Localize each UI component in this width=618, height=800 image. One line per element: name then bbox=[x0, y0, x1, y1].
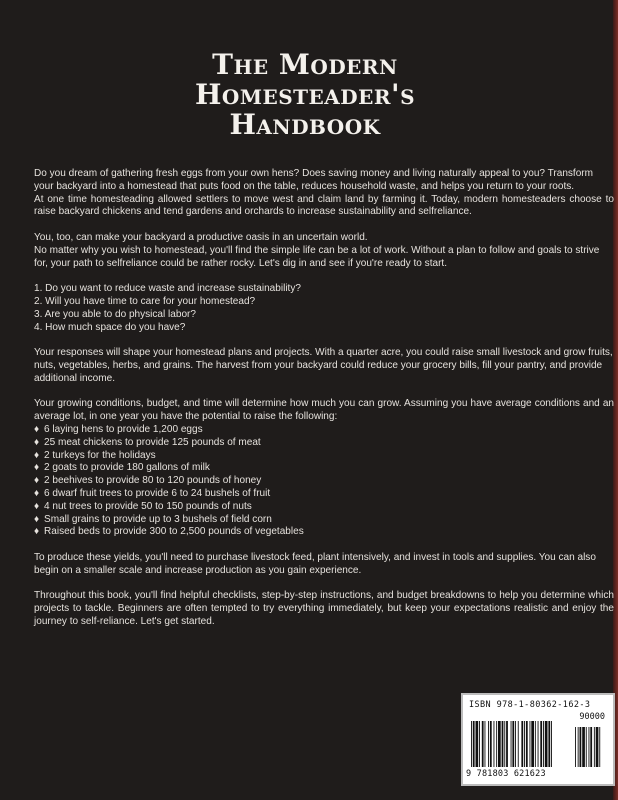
barcode-addon-bar bbox=[586, 727, 587, 767]
paragraph-responses: Your responses will shape your homestead plans and projects. With a quarter acre, you could raise small livestock and grow fruits, nuts, vegetables, herbs, and grains. The harvest from your backyard could reduce your grocery bills, fill your pantry, and provide additional income. bbox=[34, 347, 613, 384]
title-line-1: The Modern bbox=[212, 48, 398, 81]
barcode-bar bbox=[502, 721, 504, 767]
paragraph-simple-life: No matter why you wish to homestead, you'll find the simple life can be a lot of work. Without a plan to follow and goals to strive for, your path to selfreliance could be rather rocky. Let's dig in and see if you're ready to start. bbox=[34, 244, 600, 269]
barcode-bar bbox=[545, 721, 548, 767]
barcode-bar bbox=[540, 721, 542, 767]
barcode-addon-bar bbox=[582, 727, 585, 767]
barcode-addon-bar bbox=[580, 727, 582, 767]
back-cover-text bbox=[34, 168, 614, 641]
yield-item: ♦ Small grains to provide up to 3 bushels of field corn bbox=[34, 513, 272, 525]
barcode-addon-bar bbox=[590, 727, 592, 767]
barcode-bar bbox=[476, 721, 479, 767]
barcode-bar bbox=[488, 721, 489, 767]
barcode-addon-bar bbox=[594, 727, 595, 767]
title-line-2: Homesteader's bbox=[194, 78, 416, 111]
barcode-bar bbox=[496, 721, 497, 767]
yield-item: ♦ 6 dwarf fruit trees to provide 6 to 24 bushels of fruit bbox=[34, 487, 271, 499]
diamond-icon: ♦ bbox=[34, 487, 40, 499]
barcode-bar bbox=[531, 721, 534, 767]
diamond-icon: ♦ bbox=[34, 436, 40, 448]
yield-item: ♦ 2 goats to provide 180 gallons of milk bbox=[34, 462, 210, 474]
intro-paragraph-1: Do you dream of gathering fresh eggs from your own hens? Does saving money and living naturally appeal to you? Transform your backyard into a homestead that puts food on the table, reduces household waste, and helps you return to your roots. bbox=[34, 168, 594, 192]
barcode-bar bbox=[521, 721, 523, 767]
barcode-bar bbox=[548, 721, 550, 767]
barcode-bar bbox=[524, 721, 525, 767]
book-title bbox=[0, 50, 610, 140]
barcode-bar bbox=[485, 721, 486, 767]
barcode-addon-bar bbox=[596, 727, 599, 767]
paragraph-conditions: Your growing conditions, budget, and time will determine how much you can grow. Assuming you have average conditions and an average lot, in one year you have the potential to raise the following: bbox=[34, 398, 614, 423]
question-item: 2. Will you have time to care for your homestead? bbox=[34, 295, 256, 307]
yield-item: ♦ Raised beds to provide 300 to 2,500 pounds of vegetables bbox=[34, 526, 304, 538]
yield-item: ♦ 25 meat chickens to provide 125 pounds of meat bbox=[34, 436, 261, 448]
isbn-barcode bbox=[461, 693, 615, 786]
barcode-bar bbox=[538, 721, 539, 767]
barcode-bar bbox=[515, 721, 516, 767]
ean-digits: 9 781803 621623 bbox=[466, 769, 546, 779]
barcode-bar bbox=[506, 721, 508, 767]
barcode-bar bbox=[482, 721, 484, 767]
barcode-bar bbox=[490, 721, 492, 767]
barcode-addon-bar bbox=[589, 727, 590, 767]
diamond-icon: ♦ bbox=[34, 423, 40, 435]
paragraph-closing: Throughout this book, you'll find helpful checklists, step-by-step instructions, and budget breakdowns to help you determine which projects to tackle. Beginners are often tempted to try everything immediately, but keep your expectations realistic and enjoy the journey to self-reliance. Let's get started. bbox=[34, 590, 614, 627]
barcode-bar bbox=[512, 721, 514, 767]
intro-paragraph-2: At one time homesteading allowed settlers to move west and claim land by farming it. Today, modern homesteaders choose to raise backyard chickens and tend gardens and orchards to increase sustainability and selfreliance. bbox=[34, 193, 614, 218]
barcode-bar bbox=[479, 721, 480, 767]
diamond-icon: ♦ bbox=[34, 449, 40, 461]
diamond-icon: ♦ bbox=[34, 500, 40, 512]
yield-item: ♦ 4 nut trees to provide 50 to 150 pounds of nuts bbox=[34, 500, 252, 512]
isbn-number: ISBN 978-1-80362-162-3 bbox=[469, 700, 591, 710]
barcode-bar bbox=[543, 721, 544, 767]
barcode-bar bbox=[511, 721, 512, 767]
barcode-bar bbox=[498, 721, 501, 767]
barcode-bar bbox=[535, 721, 536, 767]
barcode-bars bbox=[471, 721, 609, 767]
yield-item: ♦ 2 turkeys for the holidays bbox=[34, 449, 156, 461]
barcode-bar bbox=[526, 721, 528, 767]
yield-list bbox=[34, 424, 614, 539]
barcode-addon-bar bbox=[575, 727, 576, 767]
barcode-bar bbox=[471, 721, 472, 767]
barcode-bar bbox=[551, 721, 552, 767]
diamond-icon: ♦ bbox=[34, 513, 40, 525]
question-list bbox=[34, 283, 614, 334]
title-line-3: Handbook bbox=[229, 108, 381, 141]
yield-item: ♦ 6 laying hens to provide 1,200 eggs bbox=[34, 423, 203, 435]
diamond-icon: ♦ bbox=[34, 475, 40, 487]
question-item: 4. How much space do you have? bbox=[34, 321, 186, 333]
barcode-bar bbox=[518, 721, 519, 767]
diamond-icon: ♦ bbox=[34, 462, 40, 474]
barcode-addon-bar bbox=[578, 727, 579, 767]
paragraph-oasis: You, too, can make your backyard a productive oasis in an uncertain world. bbox=[34, 231, 368, 243]
barcode-bar bbox=[473, 721, 475, 767]
price-code: 90000 bbox=[579, 712, 605, 722]
barcode-bar bbox=[494, 721, 495, 767]
diamond-icon: ♦ bbox=[34, 526, 40, 538]
yield-item: ♦ 2 beehives to provide 80 to 120 pounds of honey bbox=[34, 475, 262, 487]
barcode-addon-bar bbox=[599, 727, 600, 767]
paragraph-yields: To produce these yields, you'll need to purchase livestock feed, plant intensively, and invest in tools and supplies. You can also begin on a smaller scale and increase production as you gain experience. bbox=[34, 551, 596, 576]
question-item: 3. Are you able to do physical labor? bbox=[34, 308, 196, 320]
question-item: 1. Do you want to reduce waste and increase sustainability? bbox=[34, 283, 301, 295]
barcode-bar bbox=[530, 721, 531, 767]
barcode-bar bbox=[504, 721, 505, 767]
